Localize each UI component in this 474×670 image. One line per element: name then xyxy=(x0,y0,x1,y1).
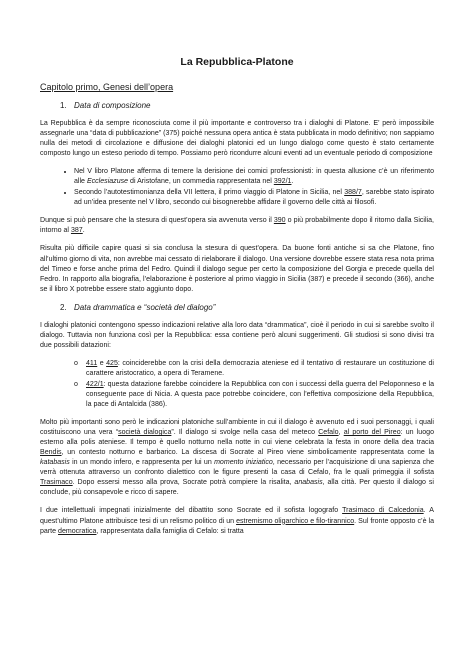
link[interactable]: al porto del Pireo xyxy=(343,429,401,437)
paragraph: I due intellettuali impegnati inizialmente del dibattito sono Socrate ed il sofista logografo Trasimaco di Calcedonia. A quest’ultimo Platone attribuisce tesi di un relismo politico di un estremismo oligarchico e filo-tirannico. Sul fronte opposto c’è la parte democratica, rappresentata dalla famiglia di Cefalo: si tratta xyxy=(40,507,434,535)
document-title: La Repubblica-Platone xyxy=(180,56,294,68)
section-number: 2. xyxy=(60,302,67,312)
link[interactable]: 390 xyxy=(273,217,286,225)
dating-list xyxy=(40,359,434,410)
section-title: Data di composizione xyxy=(74,101,151,110)
paragraph: Dunque si può pensare che la stesura di quest’opera sia avvenuta verso il 390 o più probabilmente dopo il ritorno dalla Sicilia, intorno al 387. xyxy=(40,217,434,235)
list-item: o 422/1: questa datazione farebbe coincidere la Repubblica con con i successi della guerra del Peloponneso e la conseguente pace di Nicia. A questa pace potrebbe coincidere, con l’effettiva composizione della Repubblica, la pace di Antalcida (386). xyxy=(86,380,434,410)
link[interactable]: 425 xyxy=(106,359,118,367)
section-heading-1 xyxy=(60,101,434,110)
section-title: Data drammatica e “società del dialogo” xyxy=(74,302,216,312)
list-item: • Nel V libro Platone afferma di temere la derisione dei comici professionisti: in questa allusione c’è un riferimento alle Ecclesiazuse di Aristofane, un commedia rappresentata nel 392/1. xyxy=(74,167,434,187)
link[interactable]: 392/1 xyxy=(273,178,292,186)
link[interactable]: 422/1 xyxy=(86,380,104,388)
link[interactable]: Trasimaco di Calcedonia xyxy=(342,507,424,515)
link[interactable]: società dialogica xyxy=(118,429,172,437)
chapter-heading: Capitolo primo, Genesi dell’opera xyxy=(40,82,174,92)
link[interactable]: estremismo oligarchico e filo-tirannico xyxy=(236,517,355,525)
link[interactable]: 411 xyxy=(86,359,98,367)
section-number: 1. xyxy=(60,101,67,110)
paragraph: I dialoghi platonici contengono spesso indicazioni relative alla loro data “drammatica”, cioè il periodo in cui si sarebbe svolto il dialogo. Tuttavia non funziona così per la Repubblica: essa contiene però alcuni suggerimenti. Gli studiosi si sono divisi tra due possibili datazioni: xyxy=(40,321,434,349)
paragraph: Molto più importanti sono però le indicazioni platoniche sull’ambiente in cui il dialogo è avvenuto ed i suoi personaggi, i quali costituiscono una vera “società dialogica”. Il dialogo si svolge nella casa del meteco Cefalo, al porto del Pireo: un luogo esterno alla polis ateniese. Il tempo è quello notturno nella notte in cui viene celebrata la festa in onore della dea tracia Bendis, un contesto notturno e barbarico. La discesa di Socrate al Pireo viene simbolicamente rappresentata come la katabasis in un mondo infero, e rappresenta per lui un momento iniziatico, necessario per l’acquisizione di una sapienza che verrà ottenuta attraverso un confronto dialettico con le figure presenti la casa di Cefalo, fra le quali primeggia il sofista Trasimaco. Dopo essersi messo alla prova, Socrate potrà compiere la risalita, anabasis, alla città. Per questo il dialogo si conclude, più consapevole e ricco di sapere. xyxy=(40,419,435,497)
paragraph: Risulta più difficile capire quasi si sia conclusa la stesura di quest’opera. Da buone fonti antiche si sa che Platone, fino all’ultimo giorno di vita, non avrebbe mai cessato di rielaborare il dialogo. Una versione dovrebbe essere stata resa nota prima del Timeo e forse anche prima del Fedro. Quindi il dialogo segue per certo la composizione del Gorgia e precede quella del Fedro. In rapporto alla biografia, l’elaborazione è posteriore al primo viaggio in Sicilia (387) e precede il secondo (366), anche se il libro X potrebbe essere stato aggiunto dopo. xyxy=(40,245,434,293)
link[interactable]: Trasimaco xyxy=(40,479,73,487)
link[interactable]: democratica xyxy=(58,527,97,535)
link[interactable]: 387 xyxy=(70,227,83,235)
paragraph: La Repubblica è da sempre riconosciuta come il più importante e controverso tra i dialoghi di Platone. E’ però impossibile assegnarle una “data di pubblicazione” (375) poiché nessuna opera antica è stata pubblicata in modo definitivo; non sappiamo nulla dei metodi di circolazione e diffusione dei dialoghi platonici ed un lungo dialogo come questo è stato certamente composto lungo un esteso periodo di tempo. Possiamo però ricondurre alcuni eventi ad un eventuale periodo di composizione xyxy=(40,120,434,158)
list-item: • Secondo l’autotestimonianza della VII lettera, il primo viaggio di Platone in Sicilia, nel 388/7, sarebbe stato ispirato ad un’idea presente nel V libro, secondo cui bisognerebbe affidare il governo delle città ai filosofi. xyxy=(74,188,434,208)
section-heading-2 xyxy=(60,303,434,312)
list-item: o 411 e 425: coinciderebbe con la crisi della democrazia ateniese ed il tentativo di restaurare un costituzione di carattere aristocratico, a opera di Teramene. xyxy=(86,359,434,379)
link[interactable]: 388/7 xyxy=(344,189,362,197)
link[interactable]: Cefalo xyxy=(318,429,339,437)
link[interactable]: Bendis xyxy=(40,449,62,457)
bullet-list xyxy=(40,167,434,208)
